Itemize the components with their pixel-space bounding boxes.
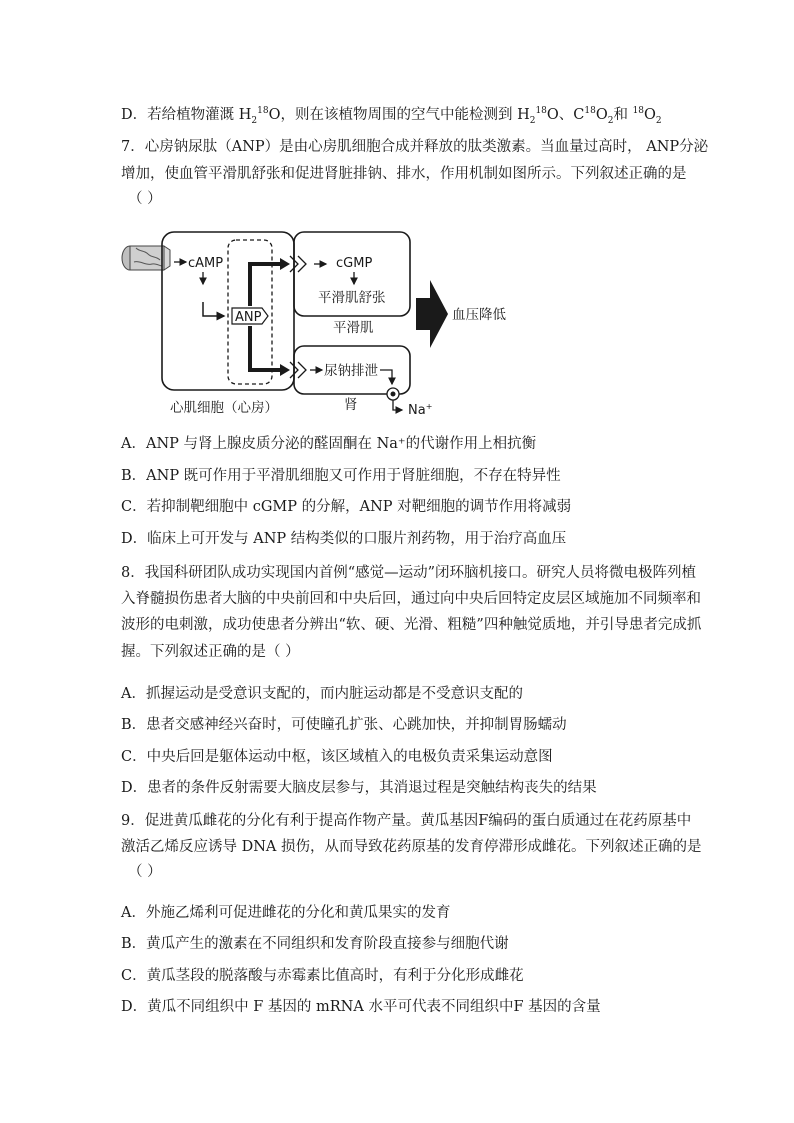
superscript: 18 [584,106,596,116]
relax-label: 平滑肌舒张 [318,290,386,306]
q9-answer-blank: （ ） [128,864,162,880]
q8-stem-line: 入脊髓损伤患者大脑的中央前回和中央后回，通过向中央后回特定皮层区域施加不同频率和 [121,591,701,607]
q9-option-b: B．黄瓜产生的激素在不同组织和发育阶段直接参与细胞代谢 [121,936,509,952]
superscript: 18 [632,106,645,116]
subscript: 2 [655,116,662,126]
superscript: 18 [535,106,547,116]
q7-option-c: C．若抑制靶细胞中 cGMP 的分解，ANP 对靶细胞的调节作用将减弱 [121,499,572,515]
q9-option-c: C．黄瓜茎段的脱落酸与赤霉素比值高时，有利于分化形成雌花 [121,968,524,984]
superscript: 18 [257,106,269,116]
q7-answer-blank: （ ） [128,191,162,207]
q6-optd-text: O、C [546,107,585,123]
q9-stem-line: 激活乙烯反应诱导 DNA 损伤，从而导致花药原基的发育停滞形成雌花。下列叙述正确的是 [121,839,702,855]
q7-option-b: B．ANP 既可作用于平滑肌细胞又可作用于肾脏细胞，不存在特异性 [121,468,561,484]
natriuresis-label: 尿钠排泄 [324,363,378,379]
anp-label: ANP [235,310,262,325]
q6-optd-text: O [595,107,608,123]
subscript: 2 [529,116,536,126]
q8-stem-line: 8．我国科研团队成功实现国内首例“感觉—运动”闭环脑机接口。研究人员将微电极阵列植 [121,565,697,581]
camp-label: cAMP [188,256,224,271]
receptor-icon [290,362,306,378]
subscript: 2 [607,116,614,126]
receptor-icon [290,256,306,272]
cardiomyocyte-label: 心肌细胞（心房） [170,400,278,416]
sodium-label: Na+ [408,402,433,418]
q9-stem-line: 9．促进黄瓜雌花的分化有利于提高作物产量。黄瓜基因F编码的蛋白质通过在花药原基中 [121,813,692,829]
q6-optd-text: O [644,107,656,123]
q6-optd-text: D．若给植物灌溉 H [121,107,252,123]
q7-stem-line: 增加，使血管平滑肌舒张和促进肾脏排钠、排水，作用机制如图所示。下列叙述正确的是 [121,166,687,182]
anp-mechanism-diagram [118,228,518,424]
q8-stem-line: 握。下列叙述正确的是（ ） [121,644,300,660]
subscript: 2 [251,116,258,126]
bp-down-label: 血压降低 [452,307,506,323]
q9-option-d: D．黄瓜不同组织中 F 基因的 mRNA 水平可代表不同组织中F 基因的含量 [121,999,601,1015]
q8-option-b: B．患者交感神经兴奋时，可使瞳孔扩张、心跳加快，并抑制胃肠蠕动 [121,717,567,733]
q8-option-c: C．中央后回是躯体运动中枢，该区域植入的电极负责采集运动意图 [121,749,553,765]
q7-option-a: A．ANP 与肾上腺皮质分泌的醛固酮在 Na⁺的代谢作用上相抗衡 [121,436,537,452]
q7-option-d: D．临床上可开发与 ANP 结构类似的口服片剂药物，用于治疗高血压 [121,531,567,547]
q6-optd-text: 和 [613,107,633,123]
cgmp-label: cGMP [336,256,373,271]
q8-option-d: D．患者的条件反射需要大脑皮层参与，其消退过程是突触结构丧失的结果 [121,780,597,796]
q6-option-d [121,105,662,127]
result-arrow [416,280,448,348]
q8-stem-line: 波形的电刺激，成功使患者分辨出“软、硬、光滑、粗糙”四种触觉质地，并引导患者完成抓 [121,617,702,633]
q7-stem-line: 7．心房钠尿肽（ANP）是由心房肌细胞合成并释放的肽类激素。当血量过高时， ANP分泌 [121,139,709,155]
q6-optd-text: O，则在该植物周围的空气中能检测到 H [268,107,530,123]
kidney-label: 肾 [344,397,358,413]
smooth-muscle-label: 平滑肌 [333,320,374,336]
stimulus-icon [122,246,170,270]
q9-option-a: A．外施乙烯利可促进雌花的分化和黄瓜果实的发育 [121,905,451,921]
q8-option-a: A．抓握运动是受意识支配的，而内脏运动都是不受意识支配的 [121,686,523,702]
anp-tag [232,308,268,325]
